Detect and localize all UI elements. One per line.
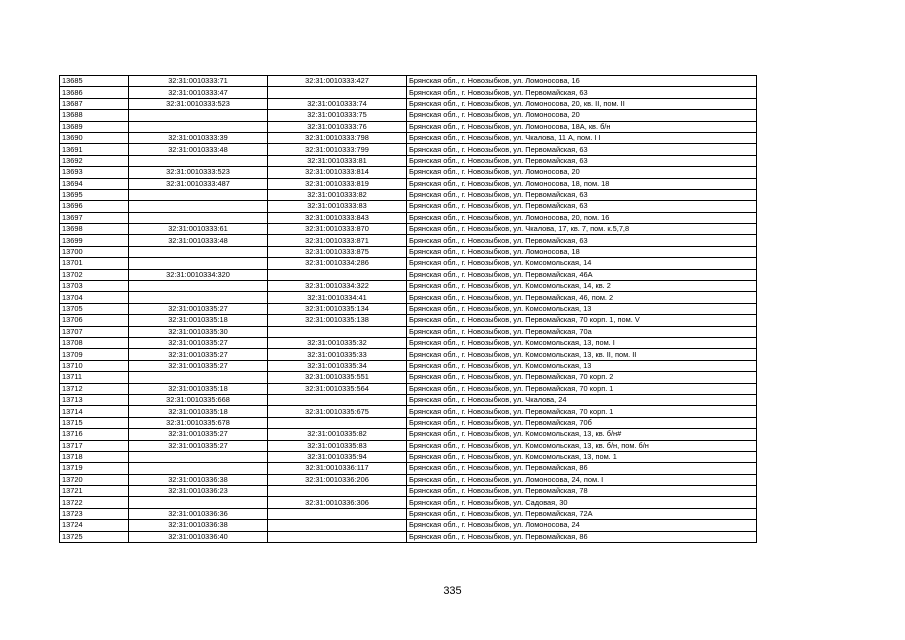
parcel-cadastral-number-cell: 32:31:0010335:27 — [129, 303, 268, 314]
parcel-cadastral-number-cell: 32:31:0010336:38 — [129, 474, 268, 485]
table-row — [60, 429, 757, 440]
object-cadastral-number-cell: 32:31:0010333:427 — [268, 76, 407, 87]
parcel-cadastral-number-cell: 32:31:0010335:678 — [129, 417, 268, 428]
address-cell: Брянская обл., г. Новозыбков, ул. Комсомольская, 13, пом. I — [407, 337, 757, 348]
table-row — [60, 337, 757, 348]
table-row — [60, 144, 757, 155]
record-number-cell: 13725 — [60, 531, 129, 542]
parcel-cadastral-number-cell: 32:31:0010335:27 — [129, 429, 268, 440]
address-cell: Брянская обл., г. Новозыбков, ул. Первомайская, 86 — [407, 463, 757, 474]
object-cadastral-number-cell: 32:31:0010333:819 — [268, 178, 407, 189]
record-number-cell: 13723 — [60, 508, 129, 519]
record-number-cell: 13710 — [60, 360, 129, 371]
parcel-cadastral-number-cell: 32:31:0010334:320 — [129, 269, 268, 280]
page-number: 335 — [443, 585, 462, 597]
table-row — [60, 531, 757, 542]
record-number-cell: 13708 — [60, 337, 129, 348]
object-cadastral-number-cell: 32:31:0010334:322 — [268, 281, 407, 292]
table-row — [60, 315, 757, 326]
address-cell: Брянская обл., г. Новозыбков, ул. Первомайская, 46, пом. 2 — [407, 292, 757, 303]
object-cadastral-number-cell — [268, 508, 407, 519]
parcel-cadastral-number-cell: 32:31:0010335:27 — [129, 360, 268, 371]
table-row — [60, 474, 757, 485]
record-number-cell: 13711 — [60, 372, 129, 383]
object-cadastral-number-cell: 32:31:0010333:843 — [268, 212, 407, 223]
parcel-cadastral-number-cell — [129, 121, 268, 132]
address-cell: Брянская обл., г. Новозыбков, ул. Комсомольская, 13, кв. б/н# — [407, 429, 757, 440]
record-number-cell: 13715 — [60, 417, 129, 428]
table-row — [60, 201, 757, 212]
object-cadastral-number-cell — [268, 520, 407, 531]
record-number-cell: 13694 — [60, 178, 129, 189]
table-row — [60, 189, 757, 200]
object-cadastral-number-cell: 32:31:0010334:41 — [268, 292, 407, 303]
object-cadastral-number-cell: 32:31:0010335:94 — [268, 451, 407, 462]
table-row — [60, 212, 757, 223]
object-cadastral-number-cell: 32:31:0010333:799 — [268, 144, 407, 155]
table-row — [60, 497, 757, 508]
record-number-cell: 13712 — [60, 383, 129, 394]
record-number-cell: 13705 — [60, 303, 129, 314]
table-row — [60, 76, 757, 87]
parcel-cadastral-number-cell: 32:31:0010333:39 — [129, 132, 268, 143]
record-number-cell: 13706 — [60, 315, 129, 326]
parcel-cadastral-number-cell — [129, 292, 268, 303]
address-cell: Брянская обл., г. Новозыбков, ул. Первомайская, 70 корп. 1 — [407, 383, 757, 394]
parcel-cadastral-number-cell: 32:31:0010335:30 — [129, 326, 268, 337]
table-row — [60, 281, 757, 292]
object-cadastral-number-cell: 32:31:0010335:32 — [268, 337, 407, 348]
table-row — [60, 178, 757, 189]
object-cadastral-number-cell: 32:31:0010333:81 — [268, 155, 407, 166]
parcel-cadastral-number-cell — [129, 189, 268, 200]
table-row — [60, 440, 757, 451]
parcel-cadastral-number-cell: 32:31:0010336:23 — [129, 486, 268, 497]
object-cadastral-number-cell: 32:31:0010335:82 — [268, 429, 407, 440]
address-cell: Брянская обл., г. Новозыбков, ул. Комсомольская, 13, пом. 1 — [407, 451, 757, 462]
registry-table — [59, 75, 757, 543]
parcel-cadastral-number-cell — [129, 155, 268, 166]
parcel-cadastral-number-cell: 32:31:0010335:18 — [129, 315, 268, 326]
object-cadastral-number-cell: 32:31:0010333:875 — [268, 246, 407, 257]
address-cell: Брянская обл., г. Новозыбков, ул. Ломоносова, 24 — [407, 520, 757, 531]
object-cadastral-number-cell — [268, 417, 407, 428]
object-cadastral-number-cell: 32:31:0010335:564 — [268, 383, 407, 394]
table-row — [60, 246, 757, 257]
object-cadastral-number-cell: 32:31:0010333:83 — [268, 201, 407, 212]
record-number-cell: 13703 — [60, 281, 129, 292]
parcel-cadastral-number-cell: 32:31:0010333:523 — [129, 98, 268, 109]
address-cell: Брянская обл., г. Новозыбков, ул. Первомайская, 78 — [407, 486, 757, 497]
object-cadastral-number-cell: 32:31:0010333:814 — [268, 167, 407, 178]
record-number-cell: 13714 — [60, 406, 129, 417]
parcel-cadastral-number-cell — [129, 451, 268, 462]
parcel-cadastral-number-cell: 32:31:0010335:668 — [129, 394, 268, 405]
record-number-cell: 13722 — [60, 497, 129, 508]
address-cell: Брянская обл., г. Новозыбков, ул. Чкалова, 24 — [407, 394, 757, 405]
address-cell: Брянская обл., г. Новозыбков, ул. Ломоносова, 20, кв. II, пом. II — [407, 98, 757, 109]
table-row — [60, 349, 757, 360]
record-number-cell: 13718 — [60, 451, 129, 462]
object-cadastral-number-cell — [268, 394, 407, 405]
address-cell: Брянская обл., г. Новозыбков, ул. Комсомольская, 14 — [407, 258, 757, 269]
table-row — [60, 292, 757, 303]
address-cell: Брянская обл., г. Новозыбков, ул. Комсомольская, 14, кв. 2 — [407, 281, 757, 292]
record-number-cell: 13687 — [60, 98, 129, 109]
address-cell: Брянская обл., г. Новозыбков, ул. Первомайская, 46А — [407, 269, 757, 280]
parcel-cadastral-number-cell: 32:31:0010336:40 — [129, 531, 268, 542]
table-row — [60, 87, 757, 98]
parcel-cadastral-number-cell: 32:31:0010335:18 — [129, 406, 268, 417]
parcel-cadastral-number-cell: 32:31:0010333:71 — [129, 76, 268, 87]
parcel-cadastral-number-cell — [129, 463, 268, 474]
record-number-cell: 13697 — [60, 212, 129, 223]
object-cadastral-number-cell: 32:31:0010333:798 — [268, 132, 407, 143]
address-cell: Брянская обл., г. Новозыбков, ул. Ломоносова, 18 — [407, 246, 757, 257]
address-cell: Брянская обл., г. Новозыбков, ул. Первомайская, 86 — [407, 531, 757, 542]
object-cadastral-number-cell: 32:31:0010335:134 — [268, 303, 407, 314]
record-number-cell: 13707 — [60, 326, 129, 337]
parcel-cadastral-number-cell: 32:31:0010335:27 — [129, 337, 268, 348]
table-row — [60, 394, 757, 405]
record-number-cell: 13692 — [60, 155, 129, 166]
address-cell: Брянская обл., г. Новозыбков, ул. Ломоносова, 24, пом. I — [407, 474, 757, 485]
parcel-cadastral-number-cell: 32:31:0010335:27 — [129, 440, 268, 451]
address-cell: Брянская обл., г. Новозыбков, ул. Ломоносова, 20, пом. 16 — [407, 212, 757, 223]
object-cadastral-number-cell: 32:31:0010335:138 — [268, 315, 407, 326]
address-cell: Брянская обл., г. Новозыбков, ул. Комсомольская, 13 — [407, 360, 757, 371]
parcel-cadastral-number-cell: 32:31:0010333:487 — [129, 178, 268, 189]
address-cell: Брянская обл., г. Новозыбков, ул. Ломоносова, 18, пом. 18 — [407, 178, 757, 189]
table-row — [60, 417, 757, 428]
table-row — [60, 110, 757, 121]
object-cadastral-number-cell: 32:31:0010333:871 — [268, 235, 407, 246]
table-row — [60, 132, 757, 143]
parcel-cadastral-number-cell — [129, 372, 268, 383]
object-cadastral-number-cell: 32:31:0010336:306 — [268, 497, 407, 508]
parcel-cadastral-number-cell — [129, 497, 268, 508]
parcel-cadastral-number-cell — [129, 110, 268, 121]
parcel-cadastral-number-cell: 32:31:0010336:38 — [129, 520, 268, 531]
object-cadastral-number-cell: 32:31:0010334:286 — [268, 258, 407, 269]
address-cell: Брянская обл., г. Новозыбков, ул. Первомайская, 63 — [407, 155, 757, 166]
address-cell: Брянская обл., г. Новозыбков, ул. Чкалова, 11 А, пом. I I — [407, 132, 757, 143]
address-cell: Брянская обл., г. Новозыбков, ул. Первомайская, 63 — [407, 87, 757, 98]
parcel-cadastral-number-cell: 32:31:0010333:48 — [129, 235, 268, 246]
address-cell: Брянская обл., г. Новозыбков, ул. Чкалова, 17, кв. 7, пом. к.5,7,8 — [407, 224, 757, 235]
address-cell: Брянская обл., г. Новозыбков, ул. Садовая, 30 — [407, 497, 757, 508]
address-cell: Брянская обл., г. Новозыбков, ул. Ломоносова, 20 — [407, 167, 757, 178]
record-number-cell: 13698 — [60, 224, 129, 235]
address-cell: Брянская обл., г. Новозыбков, ул. Первомайская, 70б — [407, 417, 757, 428]
table-row — [60, 269, 757, 280]
address-cell: Брянская обл., г. Новозыбков, ул. Комсомольская, 13, кв. б/н, пом. б/н — [407, 440, 757, 451]
table-row — [60, 326, 757, 337]
record-number-cell: 13709 — [60, 349, 129, 360]
parcel-cadastral-number-cell: 32:31:0010335:18 — [129, 383, 268, 394]
object-cadastral-number-cell: 32:31:0010333:870 — [268, 224, 407, 235]
table-row — [60, 224, 757, 235]
table-row — [60, 98, 757, 109]
object-cadastral-number-cell: 32:31:0010335:34 — [268, 360, 407, 371]
record-number-cell: 13686 — [60, 87, 129, 98]
parcel-cadastral-number-cell: 32:31:0010335:27 — [129, 349, 268, 360]
address-cell: Брянская обл., г. Новозыбков, ул. Первомайская, 72А — [407, 508, 757, 519]
object-cadastral-number-cell: 32:31:0010335:675 — [268, 406, 407, 417]
object-cadastral-number-cell: 32:31:0010336:206 — [268, 474, 407, 485]
object-cadastral-number-cell — [268, 486, 407, 497]
record-number-cell: 13702 — [60, 269, 129, 280]
record-number-cell: 13721 — [60, 486, 129, 497]
address-cell: Брянская обл., г. Новозыбков, ул. Первомайская, 63 — [407, 189, 757, 200]
table-row — [60, 167, 757, 178]
parcel-cadastral-number-cell — [129, 246, 268, 257]
parcel-cadastral-number-cell — [129, 212, 268, 223]
object-cadastral-number-cell — [268, 87, 407, 98]
address-cell: Брянская обл., г. Новозыбков, ул. Первомайская, 70 корп. 1, пом. V — [407, 315, 757, 326]
record-number-cell: 13699 — [60, 235, 129, 246]
parcel-cadastral-number-cell — [129, 281, 268, 292]
record-number-cell: 13688 — [60, 110, 129, 121]
record-number-cell: 13724 — [60, 520, 129, 531]
record-number-cell: 13696 — [60, 201, 129, 212]
table-row — [60, 520, 757, 531]
record-number-cell: 13695 — [60, 189, 129, 200]
object-cadastral-number-cell — [268, 531, 407, 542]
table-row — [60, 406, 757, 417]
address-cell: Брянская обл., г. Новозыбков, ул. Первомайская, 63 — [407, 201, 757, 212]
address-cell: Брянская обл., г. Новозыбков, ул. Первомайская, 70 корп. 2 — [407, 372, 757, 383]
table-row — [60, 155, 757, 166]
parcel-cadastral-number-cell: 32:31:0010333:61 — [129, 224, 268, 235]
address-cell: Брянская обл., г. Новозыбков, ул. Первомайская, 63 — [407, 144, 757, 155]
table-row — [60, 258, 757, 269]
object-cadastral-number-cell: 32:31:0010335:83 — [268, 440, 407, 451]
address-cell: Брянская обл., г. Новозыбков, ул. Комсомольская, 13, кв. II, пом. II — [407, 349, 757, 360]
object-cadastral-number-cell: 32:31:0010333:76 — [268, 121, 407, 132]
record-number-cell: 13713 — [60, 394, 129, 405]
registry-table-body — [60, 76, 757, 543]
table-row — [60, 486, 757, 497]
object-cadastral-number-cell: 32:31:0010336:117 — [268, 463, 407, 474]
address-cell: Брянская обл., г. Новозыбков, ул. Ломоносова, 18А, кв. б/н — [407, 121, 757, 132]
parcel-cadastral-number-cell — [129, 201, 268, 212]
address-cell: Брянская обл., г. Новозыбков, ул. Ломоносова, 20 — [407, 110, 757, 121]
record-number-cell: 13720 — [60, 474, 129, 485]
parcel-cadastral-number-cell — [129, 258, 268, 269]
record-number-cell: 13716 — [60, 429, 129, 440]
object-cadastral-number-cell — [268, 269, 407, 280]
table-row — [60, 235, 757, 246]
object-cadastral-number-cell: 32:31:0010333:74 — [268, 98, 407, 109]
record-number-cell: 13719 — [60, 463, 129, 474]
table-row — [60, 372, 757, 383]
record-number-cell: 13700 — [60, 246, 129, 257]
address-cell: Брянская обл., г. Новозыбков, ул. Ломоносова, 16 — [407, 76, 757, 87]
table-row — [60, 451, 757, 462]
object-cadastral-number-cell — [268, 326, 407, 337]
record-number-cell: 13693 — [60, 167, 129, 178]
record-number-cell: 13685 — [60, 76, 129, 87]
record-number-cell: 13704 — [60, 292, 129, 303]
table-row — [60, 360, 757, 371]
object-cadastral-number-cell: 32:31:0010333:75 — [268, 110, 407, 121]
address-cell: Брянская обл., г. Новозыбков, ул. Первомайская, 70 корп. 1 — [407, 406, 757, 417]
record-number-cell: 13691 — [60, 144, 129, 155]
table-row — [60, 508, 757, 519]
record-number-cell: 13717 — [60, 440, 129, 451]
address-cell: Брянская обл., г. Новозыбков, ул. Комсомольская, 13 — [407, 303, 757, 314]
parcel-cadastral-number-cell: 32:31:0010333:47 — [129, 87, 268, 98]
record-number-cell: 13701 — [60, 258, 129, 269]
address-cell: Брянская обл., г. Новозыбков, ул. Первомайская, 63 — [407, 235, 757, 246]
object-cadastral-number-cell: 32:31:0010335:551 — [268, 372, 407, 383]
parcel-cadastral-number-cell: 32:31:0010333:48 — [129, 144, 268, 155]
record-number-cell: 13689 — [60, 121, 129, 132]
parcel-cadastral-number-cell: 32:31:0010333:523 — [129, 167, 268, 178]
parcel-cadastral-number-cell: 32:31:0010336:36 — [129, 508, 268, 519]
table-row — [60, 303, 757, 314]
object-cadastral-number-cell: 32:31:0010335:33 — [268, 349, 407, 360]
record-number-cell: 13690 — [60, 132, 129, 143]
address-cell: Брянская обл., г. Новозыбков, ул. Первомайская, 70а — [407, 326, 757, 337]
table-row — [60, 121, 757, 132]
table-row — [60, 463, 757, 474]
object-cadastral-number-cell: 32:31:0010333:82 — [268, 189, 407, 200]
table-row — [60, 383, 757, 394]
